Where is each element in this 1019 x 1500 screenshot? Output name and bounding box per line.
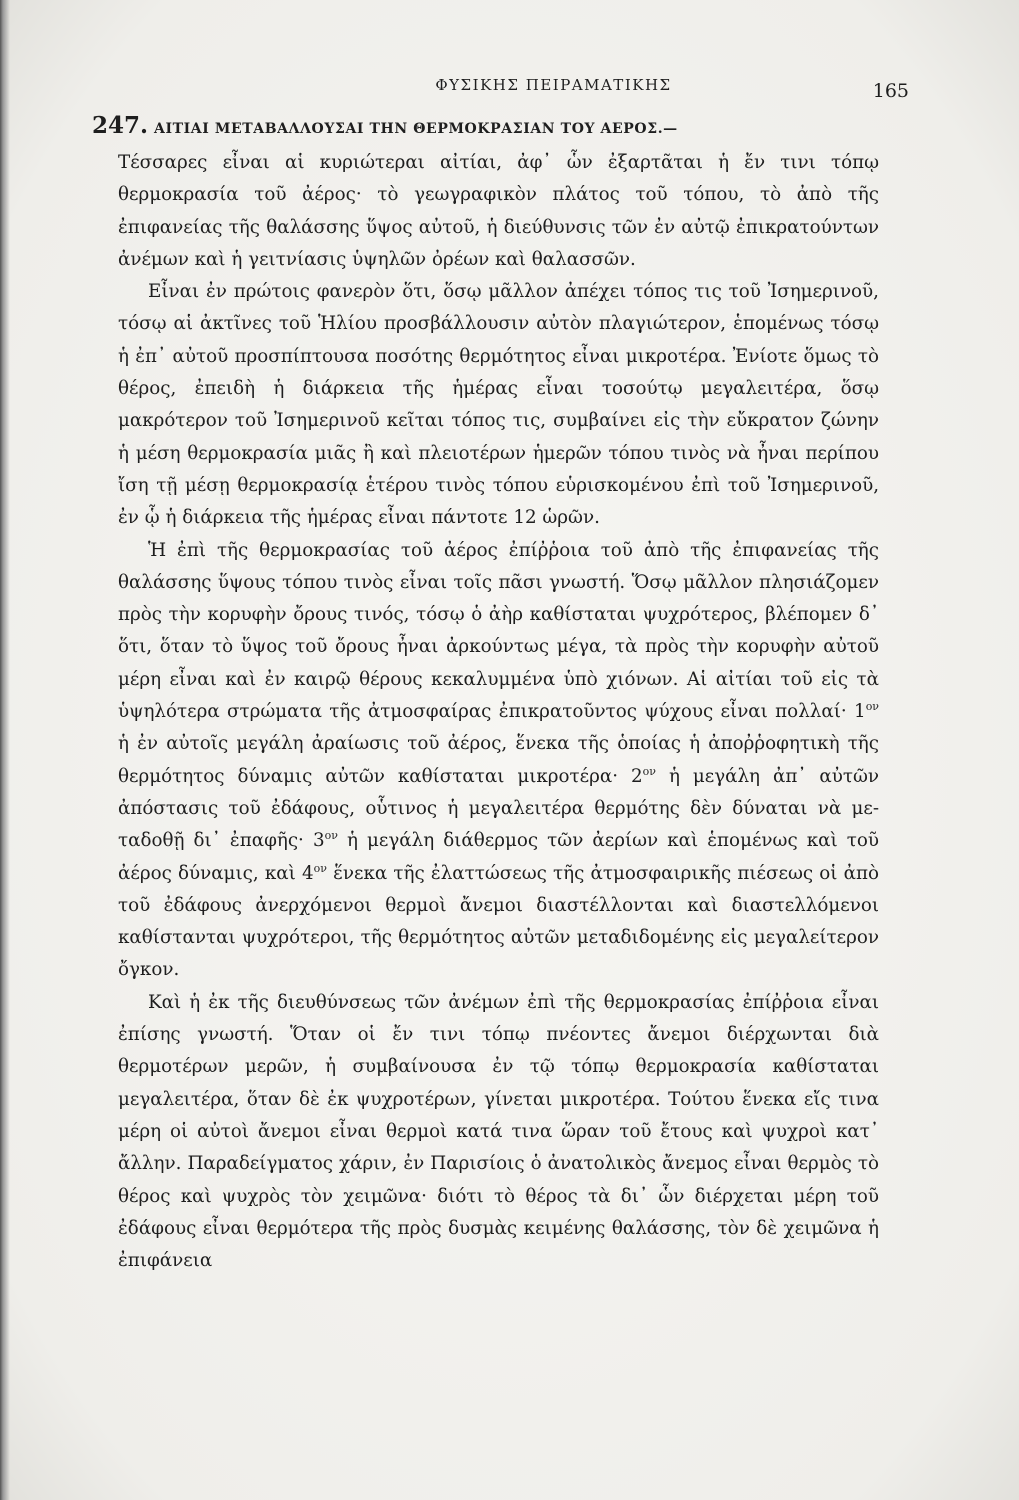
paragraph: Εἶναι ἐν πρώτοις φανερὸν ὅτι, ὅσῳ μᾶλλον ἀπέχει τόπος τις τοῦ Ἰσημερινοῦ, τόσῳ αἱ ἀκτῖνες τοῦ Ἡλίου προσβάλλουσιν αὐτὸν πλαγιώτερον, ἑπομένως τόσῳ ἡ ἐπ᾽ αὐτοῦ προσπίπτουσα ποσότης θερμότητος εἶναι μικροτέρα. Ἐνίοτε ὅμως τὸ θέρος, ἐπειδὴ ἡ διάρκεια τῆς ἡμέρας εἶναι τοσούτῳ μεγαλειτέρα, ὅσῳ μακρότερον τοῦ Ἰσημερινοῦ κεῖται τόπος τις, συμβαίνει εἰς τὴν εὔκρατον ζώνην ἡ μέση θερμοκρασία μιᾶς ἢ καὶ πλειοτέρων ἡμερῶν τόπου τινὸς νὰ ἦναι περίπου ἴση τῇ μέσῃ θερμοκρασίᾳ ἑτέρου τινὸς τόπου εὑρισκομένου ἐπὶ τοῦ Ἰσημερινοῦ, ἐν ᾧ ἡ διάρκεια τῆς ἡμέρας εἶναι πάντοτε 12 ὡρῶν. — [118, 281, 879, 529]
section-heading — [92, 110, 879, 145]
paragraph-text: Ἡ ἐπὶ τῆς θερμοκρασίας τοῦ ἀέρος ἐπίῤῥοια τοῦ ἀπὸ τῆς ἐπιφανείας τῆς θαλάσσης ὕψους τόπου τινὸς εἶναι τοῖς πᾶσι γνωστή. Ὅσῳ μᾶλλον πλησιάζομεν πρὸς τὴν κορυφὴν ὄρους τινός, τόσῳ ὁ ἀὴρ καθίσταται ψυχρότερος, βλέπομεν δ᾽ ὅτι, ὅταν τὸ ὕψος τοῦ ὄρους ἦναι ἀρκούντως μέγα, τὰ πρὸς τὴν κορυφὴν αὐτοῦ μέρη εἶναι καὶ ἐν καιρῷ θέρους κεκαλυμμένα ὑπὸ χιόνων. Αἱ αἰτίαι τοῦ εἰς τὰ ὑψηλότερα στρώματα τῆς ἀτμοσφαίρας ἐπικρατοῦντος ψύχους εἶναι πολλαί· — [118, 539, 879, 723]
paragraph: Τέσσαρες εἶναι αἱ κυριώτεραι αἰτίαι, ἀφ᾽ ὧν ἐξαρτᾶται ἡ ἔν τινι τόπῳ θερμοκρασία τοῦ ἀέρος· τὸ γεωγραφικὸν πλάτος τοῦ τόπου, τὸ ἀπὸ τῆς ἐπιφανείας τῆς θαλάσσης ὕψος αὐτοῦ, ἡ διεύθυνσις τῶν ἐν αὐτῷ ἐπικρατούντων ἀνέμων καὶ ἡ γειτνίασις ὑψηλῶν ὀρέων καὶ θαλασσῶν. — [118, 152, 879, 270]
section-number: 247. — [92, 112, 149, 139]
page-edge-shadow — [0, 0, 10, 1500]
paragraph — [118, 535, 879, 987]
ordinal-number: 1 — [854, 701, 866, 723]
ordinal-number: 2 — [631, 765, 643, 787]
paragraph: Καὶ ἡ ἐκ τῆς διευθύνσεως τῶν ἀνέμων ἐπὶ τῆς θερμοκρασίας ἐπίῤῥοια εἶναι ἐπίσης γνωστή. Ὅταν οἱ ἔν τινι τόπῳ πνέοντες ἄνεμοι διέρχωνται διὰ θερμοτέρων μερῶν, ἡ συμβαίνουσα ἐν τῷ τόπῳ θερμοκρασία καθίσταται μεγαλειτέρα, ὅταν δὲ ἐκ ψυχροτέρων, γίνεται μικροτέρα. Τούτου ἕνεκα εἴς τινα μέρη οἱ αὐτοὶ ἄνεμοι εἶναι θερμοὶ κατά τινα ὥραν τοῦ ἔτους καὶ ψυχροὶ κατ᾽ ἄλλην. Παραδείγματος χάριν, ἐν Παρισίοις ὁ ἀνατολικὸς ἄνεμος εἶναι θερμὸς τὸ θέρος καὶ ψυχρὸς τὸν χειμῶνα· διότι τὸ θέρος τὰ δι᾽ ὧν διέρχεται μέρη τοῦ ἐδάφους εἶναι θερμότερα τῆς πρὸς δυσμὰς κειμένης θαλάσσης, τὸν δὲ χειμῶνα ἡ ἐπιφάνεια — [118, 991, 879, 1272]
running-head — [118, 70, 909, 110]
running-head-title: ΦΥΣΙΚΗΣ ΠΕΙΡΑΜΑΤΙΚΗΣ — [435, 76, 672, 94]
ordinal-suffix: ον — [313, 861, 327, 875]
section-title: ΑΙΤΙΑΙ ΜΕΤΑΒΑΛΛΟΥΣΑΙ ΤΗΝ ΘΕΡΜΟΚΡΑΣΙΑΝ ΤΟΥ ΑΕΡΟΣ.— — [154, 121, 678, 137]
ordinal-number: 3 — [312, 830, 325, 852]
page-number: 165 — [872, 80, 909, 102]
paragraph-text: ἡ μεγάλη διάθερμος τῶν ἀερίων καὶ ἑπομένως καὶ τοῦ ἀέρος δύναμις, καὶ — [118, 830, 879, 884]
ordinal-suffix: ον — [865, 699, 879, 713]
ordinal-number: 4 — [301, 862, 314, 884]
paragraph-text: ἡ μεγάλη ἀπ᾽ αὐτῶν ἀπόστασις τοῦ ἐδάφους, οὗτινος ἡ μεγαλειτέρα θερμότης δὲν δύναται νὰ μεταδοθῇ δι᾽ ἐπαφῆς· — [118, 765, 880, 852]
paragraph-text: ἡ ἐν αὐτοῖς μεγάλη ἀραίωσις τοῦ ἀέρος, ἕνεκα τῆς ὁποίας ἡ ἀποῤῥοφητικὴ τῆς θερμότητος δύναμις αὐτῶν καθίσταται μικροτέρα· — [118, 733, 879, 787]
ordinal-suffix: ον — [324, 829, 338, 843]
ordinal-suffix: ον — [642, 764, 656, 778]
paragraph-text: ἕνεκα τῆς ἐλαττώσεως τῆς ἀτμοσφαιρικῆς πιέσεως οἱ ἀπὸ τοῦ ἐδάφους ἀνερχόμενοι θερμοὶ ἄνεμοι διαστέλλονται καὶ διαστελλόμενοι καθίστανται ψυχρότεροι, τῆς θερμότητος αὐτῶν μεταδιδομένης εἰς μεγαλείτερον ὄγκον. — [118, 862, 880, 981]
